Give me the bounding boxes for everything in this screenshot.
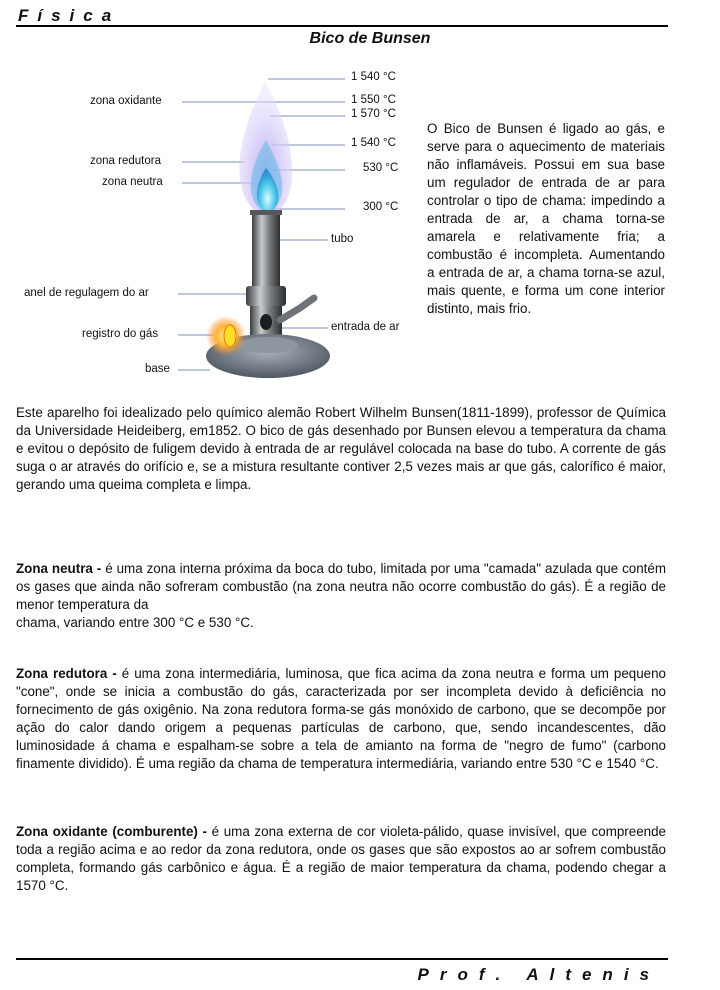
temp-label: 1 540 °C (351, 137, 396, 149)
temp-label: 300 °C (363, 201, 399, 213)
page-header-subject: Física (18, 6, 121, 25)
air-inlet-hole (260, 314, 272, 330)
label-base: base (145, 363, 170, 375)
tube-rim (250, 210, 282, 215)
section-zona-redutora (16, 665, 666, 773)
section-body: é uma zona interna próxima da boca do tubo, limitada por uma "camada" azulada que contém os gases que ainda não sofreram combustão (na zona neutra não ocorre combustão do gás). É a região de menor temperatura da (16, 561, 666, 612)
temp-label: 1 550 °C (351, 94, 396, 106)
side-description: O Bico de Bunsen é ligado ao gás, e serve para o aquecimento de materiais não inflamáveis. Possui em sua base um regulador de entrada de ar para controlar o tipo de chama: impedindo a entrada de ar, a chama torna-se amarela e relativamente fria; a combustão é incompleta. Aumentando a entrada de ar, a chama torna-se azul, mais quente, e forma um cone interior distinto, mais frio. (427, 121, 665, 316)
page-title: Bico de Bunsen (309, 30, 431, 47)
section-zona-neutra (16, 560, 666, 632)
intro-paragraph: Este aparelho foi idealizado pelo químico alemão Robert Wilhelm Bunsen(1811-1899), professor de Química da Universidade Heideiberg, em1852. O bico de gás desenhado por Bunsen elevou a temperatura da chama e evitou o depósito de fuligem devido à entrada de ar regulável colocada na base do tubo. A corrente de gás suga o ar através do orifício e, se a mistura resultante contiver 2,5 vezes mais ar que gás, calorífico é maior, gerando uma queima completa e limpa. (16, 405, 666, 492)
header-rule (16, 25, 668, 27)
temp-label: 1 570 °C (351, 108, 396, 120)
label-zona-redutora: zona redutora (90, 155, 161, 167)
footer-author: Prof. Altenis (417, 965, 660, 984)
label-registro-gas: registro do gás (82, 328, 159, 340)
burner-tube (252, 212, 280, 287)
gas-valve (224, 325, 236, 347)
temp-label: 530 °C (363, 162, 399, 174)
section-heading: Zona oxidante (comburente) - (16, 824, 212, 839)
label-entrada-ar: entrada de ar (331, 321, 400, 333)
temp-label: 1 540 °C (351, 71, 396, 83)
label-anel-regulagem: anel de regulagem do ar (24, 287, 149, 299)
base-top (238, 337, 298, 353)
section-body: é uma zona intermediária, luminosa, que fica acima da zona neutra e forma um pequeno "cone", onde se inicia a combustão do gás, caracterizada por ser incompleta devido à deficiência no fornecimento de gás oxigênio. Na zona redutora forma-se gás monóxido de carbono, que se decompõe por ação do calor dando origem a pequenas partículas de carbono, que, sendo incandescentes, dão luminosidade á chama e espalham-se sobre a tela de amianto na forma de "negro de fumo" (carbono finamente dividido). É uma região da chama de temperatura intermediária, variando entre 530 °C e 1540 °C. (16, 666, 667, 771)
label-zona-oxidante: zona oxidante (90, 95, 162, 107)
section-heading: Zona redutora - (16, 666, 122, 681)
air-regulation-ring (246, 286, 286, 306)
label-tubo: tubo (331, 233, 354, 245)
label-zona-neutra: zona neutra (102, 176, 163, 188)
footer-rule (16, 958, 668, 960)
section-body: é uma zona externa de cor violeta-pálido, quase invisível, que compreende toda a região acima e ao redor da zona redutora, onde os gases que são expostos ao ar sofrem combustão completa, formando gás carbônico e água. É a região de maior temperatura da chama, podendo chegar a 1570 °C. (16, 824, 666, 893)
section-body-end: chama, variando entre 300 °C e 530 °C. (16, 615, 254, 630)
section-heading: Zona neutra - (16, 561, 106, 576)
section-zona-oxidante (16, 823, 666, 895)
